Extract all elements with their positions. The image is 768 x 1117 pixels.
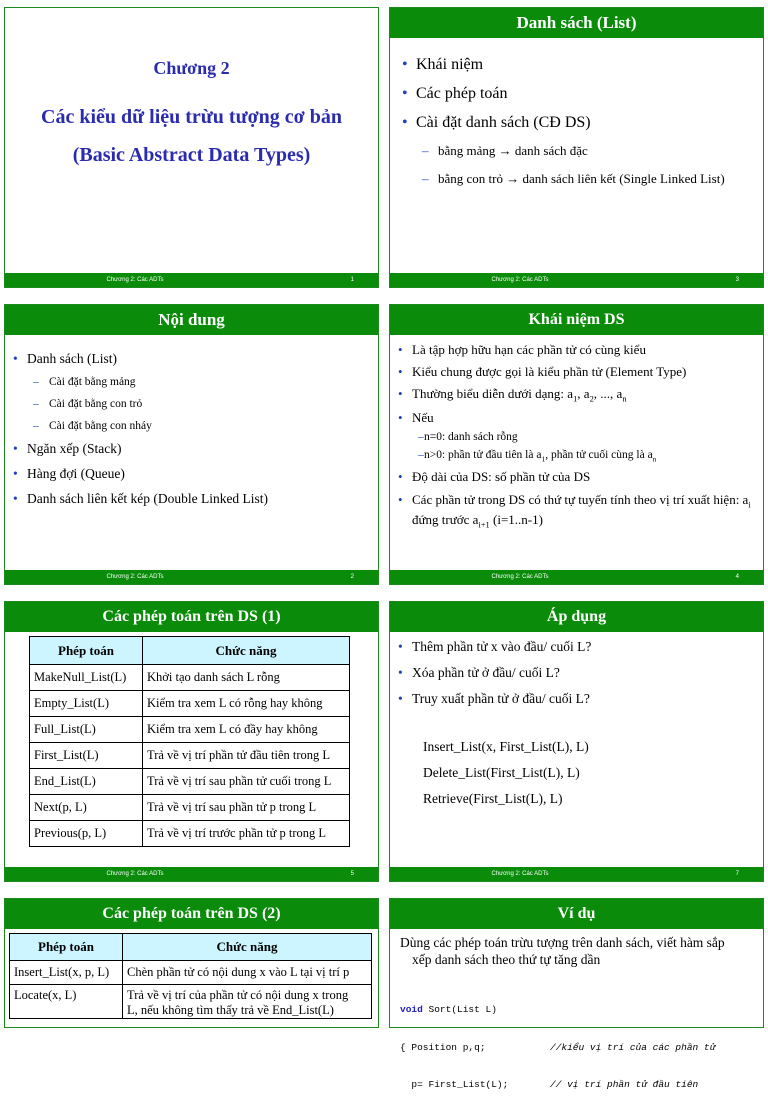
table-cell: Next(p, L) xyxy=(30,795,143,821)
table-row xyxy=(30,691,350,717)
bullet-item: • Ngăn xếp (Stack) xyxy=(9,441,268,457)
code-line: { Position p,q; //kiểu vị trí của các phần tử xyxy=(400,1041,716,1053)
slide-title: Áp dụng xyxy=(390,602,763,632)
table-cell: Trả về vị trí phần tử đầu tiên trong L xyxy=(143,743,350,769)
table-row xyxy=(10,961,372,985)
table-cell: MakeNull_List(L) xyxy=(30,665,143,691)
table-cell xyxy=(123,985,372,1019)
table-row xyxy=(10,985,372,1019)
slide-footer xyxy=(390,570,763,584)
page-number: 2 xyxy=(350,574,354,580)
table-cell: Full_List(L) xyxy=(30,717,143,743)
slide-title: Khái niệm DS xyxy=(390,305,763,335)
slide-footer xyxy=(5,570,378,584)
footer-text: Chương 2: Các ADTs xyxy=(491,871,549,877)
code-call: Retrieve(First_List(L), L) xyxy=(423,791,563,806)
slide-subtitle: (Basic Abstract Data Types) xyxy=(72,144,311,166)
table-cell: Kiểm tra xem L có rỗng hay không xyxy=(143,691,350,717)
bullet-item: • Khái niệm xyxy=(398,56,725,74)
code-line: void Sort(List L) xyxy=(400,1004,497,1015)
table-header: Chức năng xyxy=(123,934,372,961)
sub-bullet-item: – bằng mảng → danh sách đặc xyxy=(398,143,725,159)
slide-title: Danh sách (List) xyxy=(390,8,763,38)
table-cell: Trả về vị trí sau phần tử p trong L xyxy=(143,795,350,821)
slide-footer xyxy=(390,273,763,287)
footer-text: Chương 2: Các ADTs xyxy=(106,871,164,877)
sub-bullet-item: – Cài đặt bằng con nháy xyxy=(9,420,268,432)
table-cell: Previous(p, L) xyxy=(30,821,143,847)
bullet-item: • Độ dài của DS: số phần tử của DS xyxy=(394,469,759,485)
bullet-item: • Xóa phần tử ở đầu/ cuối L? xyxy=(394,665,591,681)
bullet-item: • Hàng đợi (Queue) xyxy=(9,466,268,482)
page-number: 7 xyxy=(735,871,739,877)
table-header: Phép toán xyxy=(30,637,143,665)
page-number: 5 xyxy=(350,871,354,877)
bullet-item: • Danh sách liên kết kép (Double Linked List) xyxy=(9,491,268,507)
sub-bullet-item: – n>0: phần tử đầu tiên là $a_1$, phần tử cuối cùng là $a_n$ xyxy=(394,449,759,463)
sub-bullet-item: – n=0: danh sách rỗng xyxy=(394,431,759,443)
table-row xyxy=(30,769,350,795)
table-header: Phép toán xyxy=(10,934,123,961)
slide-5 xyxy=(4,601,379,882)
table-cell: Trả về vị trí sau phần tử cuối trong L xyxy=(143,769,350,795)
table-cell: Trả về vị trí trước phần tử p trong L xyxy=(143,821,350,847)
description-line: Dùng các phép toán trừu tượng trên danh sách, viết hàm sắp xyxy=(400,935,725,950)
table-cell: Empty_List(L) xyxy=(30,691,143,717)
operations-table xyxy=(29,636,350,847)
code-block xyxy=(400,979,715,1117)
bullet-list xyxy=(9,351,268,507)
footer-text: Chương 2: Các ADTs xyxy=(491,277,549,283)
footer-text: Chương 2: Các ADTs xyxy=(106,574,164,580)
bullet-item: • Nếu xyxy=(394,410,759,426)
sub-bullet-item: – bằng con trỏ → danh sách liên kết (Single Linked List) xyxy=(398,171,725,187)
description-line: xếp danh sách theo thứ tự tăng dần xyxy=(412,952,601,967)
slide-1 xyxy=(4,7,379,288)
page-number: 4 xyxy=(735,574,739,580)
bullet-item: • Thường biểu diễn dưới dạng: $a_1$, $a_2$, ..., $a_n$ xyxy=(394,386,759,404)
footer-text: Chương 2: Các ADTs xyxy=(491,574,549,580)
footer-text: Chương 2: Các ADTs xyxy=(106,277,164,283)
code-call: Insert_List(x, First_List(L), L) xyxy=(423,739,589,754)
table-cell: Locate(x, L) xyxy=(10,985,123,1019)
bullet-item: • Các phần tử trong DS có thứ tự tuyến tính theo vị trí xuất hiện: $a_i$ đứng trước $a_{i+1}$ (i=1..n-1) xyxy=(394,491,759,531)
slide-3 xyxy=(389,7,764,288)
slide-title: Các phép toán trên DS (2) xyxy=(5,899,378,929)
slide-title: Các phép toán trên DS (1) xyxy=(5,602,378,632)
example-description xyxy=(400,934,725,968)
code-line: p= First_List(L); // vị trí phần tử đầu tiên xyxy=(400,1079,699,1090)
bullet-item: • Kiểu chung được gọi là kiểu phần tử (Element Type) xyxy=(394,364,759,380)
sub-bullet-item: – Cài đặt bằng mảng xyxy=(9,376,268,388)
bullet-item: • Cài đặt danh sách (CĐ DS) xyxy=(398,114,725,132)
code-call: Delete_List(First_List(L), L) xyxy=(423,765,580,780)
slide-footer xyxy=(5,867,378,881)
bullet-list xyxy=(398,56,725,187)
bullet-item: • Danh sách (List) xyxy=(9,351,268,367)
table-cell: Kiểm tra xem L có đầy hay không xyxy=(143,717,350,743)
slide-footer xyxy=(5,273,378,287)
slide-8 xyxy=(389,898,764,1090)
bullet-item: • Các phép toán xyxy=(398,85,725,103)
cell-line: L, nếu không tìm thấy trả về End_List(L) xyxy=(127,1003,334,1017)
cell-line: Trả về vị trí của phần tử có nội dung x trong xyxy=(127,988,349,1002)
page-number: 1 xyxy=(350,277,354,283)
slide-2 xyxy=(4,304,379,585)
bullet-list xyxy=(394,639,591,707)
slide-6 xyxy=(4,898,379,1028)
table-row xyxy=(30,717,350,743)
bullet-item: • Là tập hợp hữu hạn các phần tử có cùng kiểu xyxy=(394,342,759,358)
table-cell: Chèn phần tử có nội dung x vào L tại vị trí p xyxy=(123,961,372,985)
slide-footer xyxy=(390,867,763,881)
table-cell: First_List(L) xyxy=(30,743,143,769)
table-row xyxy=(30,743,350,769)
slide-7 xyxy=(389,601,764,882)
operations-table xyxy=(9,933,372,1019)
bullet-item: • Truy xuất phần tử ở đầu/ cuối L? xyxy=(394,691,591,707)
slide-title: Các kiểu dữ liệu trừu tượng cơ bản xyxy=(41,106,342,128)
table-cell: Insert_List(x, p, L) xyxy=(10,961,123,985)
table-header: Chức năng xyxy=(143,637,350,665)
table-cell: Khởi tạo danh sách L rỗng xyxy=(143,665,350,691)
table-row xyxy=(30,665,350,691)
sub-bullet-item: – Cài đặt bằng con trỏ xyxy=(9,398,268,410)
bullet-list xyxy=(394,342,759,531)
chapter-heading: Chương 2 xyxy=(153,58,230,78)
table-row xyxy=(30,795,350,821)
page-number: 3 xyxy=(735,277,739,283)
bullet-item: • Thêm phần tử x vào đầu/ cuối L? xyxy=(394,639,591,655)
slide-title: Nội dung xyxy=(5,305,378,335)
slide-title: Ví dụ xyxy=(390,899,763,929)
table-row xyxy=(30,821,350,847)
slide-4 xyxy=(389,304,764,585)
table-cell: End_List(L) xyxy=(30,769,143,795)
